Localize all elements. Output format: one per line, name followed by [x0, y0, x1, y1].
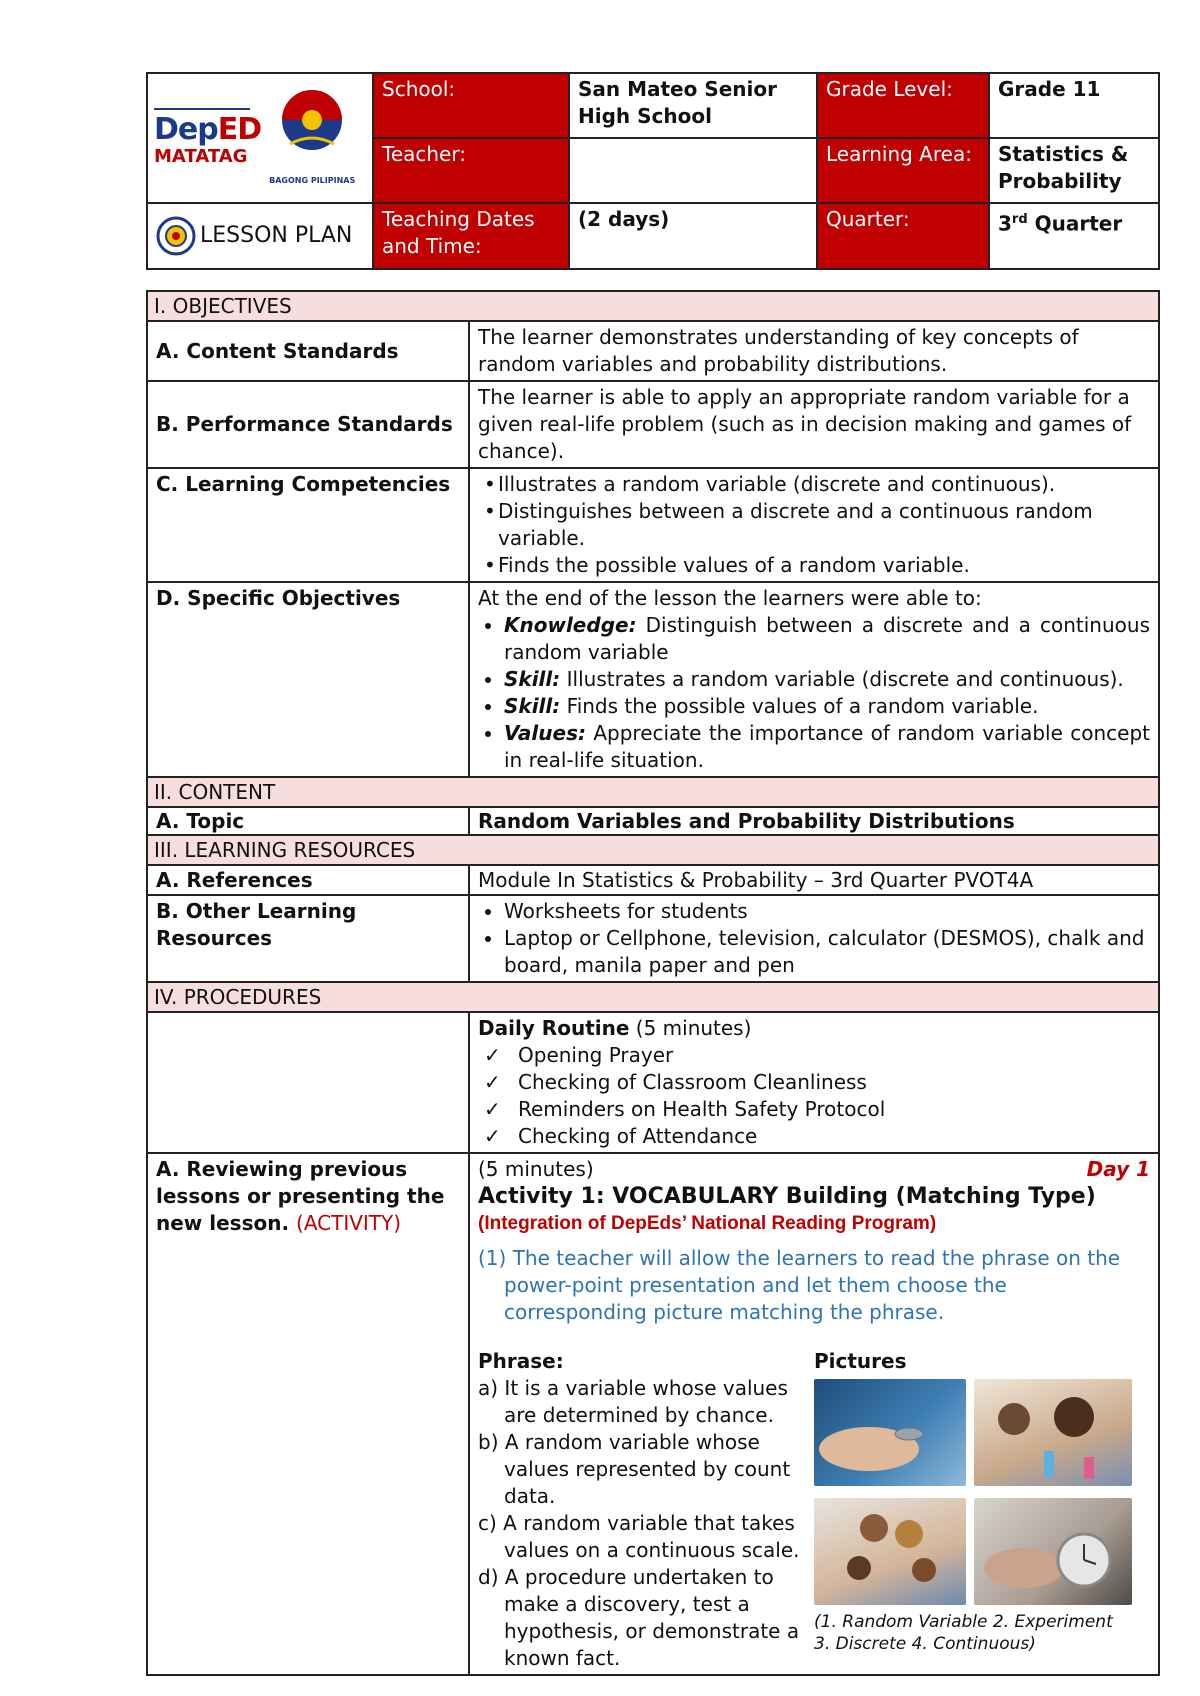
alarm-clock-image — [974, 1498, 1132, 1605]
dates-value: (2 days) — [569, 203, 817, 269]
daily-routine: Daily Routine (5 minutes) ✓ Opening Prayer ✓ Checking of Classroom Cleanliness ✓ Reminders on Health Safety Protocol ✓ Checking of Attendance — [469, 1012, 1159, 1153]
school-value: San Mateo Senior High School — [569, 73, 817, 138]
grade-value: Grade 11 — [989, 73, 1159, 138]
specific-objectives — [469, 582, 1159, 777]
list-item: • Laptop or Cellphone, television, calculator (DESMOS), chalk and board, manila paper and pen — [504, 925, 1150, 979]
content-standards-text: The learner demonstrates understanding of key concepts of random variables and probability distributions. — [469, 321, 1159, 381]
resources-heading: III. LEARNING RESOURCES — [147, 835, 1159, 865]
list-item: ✓ Opening Prayer — [478, 1042, 1150, 1069]
quarter-value: 3rd Quarter — [989, 203, 1159, 269]
routine-empty-cell — [147, 1012, 469, 1153]
list-item: c) A random variable that takes values on a continuous scale. — [478, 1511, 800, 1562]
content-standards-label: A. Content Standards — [147, 321, 469, 381]
list-item: • Worksheets for students — [504, 898, 1150, 925]
matatag-logo: MATATAG — [154, 146, 248, 167]
list-item: ✓ Checking of Attendance — [478, 1123, 1150, 1150]
dates-label: Teaching Dates and Time: — [373, 203, 569, 269]
area-label: Learning Area: — [817, 138, 989, 203]
activity-title: Activity 1: VOCABULARY Building (Matching Type) — [478, 1184, 1096, 1209]
instruction: (1) The teacher will allow the learners to read the phrase on the power-point presentation and let them choose the corresponding picture matching the phrase. — [478, 1246, 1121, 1324]
header-table — [146, 72, 1160, 270]
list-item: ✓ Reminders on Health Safety Protocol — [478, 1096, 1150, 1123]
experiment-children-image — [974, 1379, 1132, 1486]
family-image — [814, 1498, 966, 1605]
learning-competencies-label: C. Learning Competencies — [147, 468, 469, 582]
teacher-value — [569, 138, 817, 203]
list-item: • Illustrates a random variable (discrete and continuous). — [478, 471, 1150, 498]
grade-label: Grade Level: — [817, 73, 989, 138]
list-item: • Skill: Finds the possible values of a random variable. — [504, 693, 1150, 720]
lesson-plan-cell — [147, 203, 373, 269]
lesson-plan-page — [146, 72, 1158, 1676]
area-value: Statistics & Probability — [989, 138, 1159, 203]
coin-toss-image — [814, 1379, 966, 1486]
list-item: • Knowledge: Distinguish between a discrete and a continuous random variable — [504, 612, 1150, 666]
references-label: A. References — [147, 865, 469, 895]
quarter-label: Quarter: — [817, 203, 989, 269]
routine-title: Daily Routine — [478, 1016, 630, 1040]
objectives-heading: I. OBJECTIVES — [147, 291, 1159, 321]
matching-section — [478, 1348, 1150, 1672]
list-item: ✓ Checking of Classroom Cleanliness — [478, 1069, 1150, 1096]
bagong-pilipinas-logo — [270, 82, 354, 166]
phrase-column: Phrase: a) It is a variable whose values are determined by chance. b) A random variable whose values represented by count data. c) A random variable that takes values on a continuous scale. d) A procedure undertaken to make a discovery, test a hypothesis, or demonstrate a known fact. — [478, 1348, 814, 1672]
list-item: • Finds the possible values of a random variable. — [478, 552, 1150, 579]
other-resources-label: B. Other Learning Resources — [147, 895, 469, 982]
deped-logo: DepED MATATAG — [154, 108, 261, 168]
teacher-label: Teacher: — [373, 138, 569, 203]
day-badge: Day 1 — [1086, 1157, 1150, 1181]
topic-label: A. Topic — [147, 807, 469, 835]
list-item: • Skill: Illustrates a random variable (discrete and continuous). — [504, 666, 1150, 693]
logo-cell: DepED MATATAG BAGONG PILIPINAS — [147, 73, 373, 203]
specific-intro: At the end of the lesson the learners were able to: — [478, 586, 982, 610]
performance-standards-text: The learner is able to apply an appropriate random variable for a given real-life problem (such as in decision making and games of chance). — [469, 381, 1159, 468]
lesson-table — [146, 290, 1160, 1676]
pictures-column: Pictures (1. Random Variable 2. Experiment 3. Discrete 4. Continuous) — [814, 1348, 1134, 1672]
list-item: a) It is a variable whose values are determined by chance. — [478, 1376, 788, 1427]
pictures-caption: (1. Random Variable 2. Experiment 3. Discrete 4. Continuous) — [814, 1612, 1113, 1654]
references-value: Module In Statistics & Probability – 3rd Quarter PVOT4A — [469, 865, 1159, 895]
deped-seal-icon — [156, 216, 196, 256]
list-item: b) A random variable whose values represented by count data. — [478, 1430, 791, 1508]
list-item: d) A procedure undertaken to make a discovery, test a hypothesis, or demonstrate a known fact. — [478, 1565, 800, 1670]
integration-note: (Integration of DepEds’ National Reading Program) — [478, 1213, 937, 1234]
activity-cell: Day 1 (5 minutes) Activity 1: VOCABULARY Building (Matching Type) (Integration of DepEds’ National Reading Program) (1) The teacher will allow the learners to read the phrase on the power-point presentation and let them choose the corresponding picture matching the phrase. Phrase: a) It is a variable whose values are determined by chance. b) A random variable whose values represented by count data. c) A random variable that takes values on a continuous scale. d) A procedure undertaken to make a discovery, test a hypothesis, or demonstrate a known fact. Pictures (1. Random Variable 2. Experiment 3. Discrete 4. Continuous) — [469, 1153, 1159, 1675]
list-item: • Values: Appreciate the importance of random variable concept in real-life situation. — [504, 720, 1150, 774]
school-label: School: — [373, 73, 569, 138]
list-item: • Distinguishes between a discrete and a continuous random variable. — [478, 498, 1150, 552]
other-resources — [469, 895, 1159, 982]
topic-value: Random Variables and Probability Distributions — [469, 807, 1159, 835]
learning-competencies — [469, 468, 1159, 582]
lesson-plan-title: LESSON PLAN — [200, 223, 353, 248]
content-heading: II. CONTENT — [147, 777, 1159, 807]
specific-objectives-label: D. Specific Objectives — [147, 582, 469, 777]
procedures-heading: IV. PROCEDURES — [147, 982, 1159, 1012]
review-label: A. Reviewing previous lessons or presenting the new lesson. (ACTIVITY) — [147, 1153, 469, 1675]
performance-standards-label: B. Performance Standards — [147, 381, 469, 468]
